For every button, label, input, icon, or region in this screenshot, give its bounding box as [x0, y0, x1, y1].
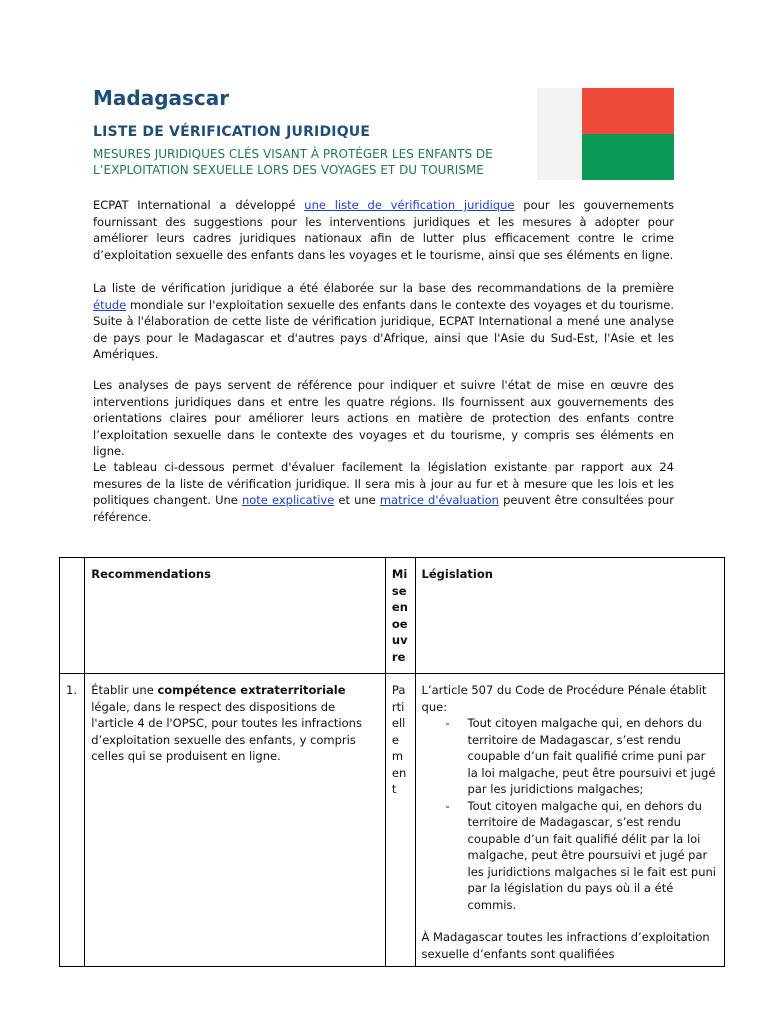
- evaluation-matrix-link[interactable]: matrice d'évaluation: [379, 493, 499, 507]
- row-legislation: [415, 674, 724, 967]
- flag-white-band: [537, 88, 582, 180]
- row-recommendation: [85, 674, 386, 967]
- header-implementation: Mise en oeuvre: [385, 558, 415, 674]
- madagascar-flag: [537, 88, 674, 180]
- study-text-end: mondiale sur l'exploitation sexuelle des enfants dans le contexte des voyages et du tourisme. Suite à l'élaboration de cette liste de vérification juridique, ECPAT International a mené une analyse de pays pour le Madagascar et d'autres pays d'Afrique, ainsi que l'Asie du Sud-Est, l'Asie et les Amériques.: [93, 297, 674, 361]
- table-row: [60, 674, 725, 967]
- page-title: Madagascar: [93, 86, 230, 110]
- table-header-row: [60, 558, 725, 674]
- explanatory-note-link[interactable]: note explicative: [241, 493, 335, 507]
- legislation-intro: L’article 507 du Code de Procédure Pénale établit que:: [421, 683, 707, 714]
- study-link[interactable]: étude: [93, 297, 127, 312]
- recommendation-keyword: compétence extraterritoriale: [157, 683, 346, 697]
- table-intro-text-2: et une: [334, 493, 380, 507]
- legislation-note: À Madagascar toutes les infractions d’exploitation sexuelle d’enfants sont qualifiées: [421, 930, 710, 961]
- document-subheading: MESURES JURIDIQUES CLÉS VISANT À PROTÉGER LES ENFANTS DE L’EXPLOITATION SEXUELLE LORS DES VOYAGES ET DU TOURISME: [93, 147, 493, 177]
- flag-red-band: [582, 88, 674, 134]
- study-paragraph: [93, 280, 674, 363]
- table-intro-paragraph: [93, 459, 674, 525]
- table-intro-text-3: peuvent être consultées pour référence.: [93, 493, 675, 524]
- legal-checklist-link[interactable]: une liste de vérification juridique: [304, 198, 515, 212]
- recommendation-text-start: Établir une: [91, 683, 158, 697]
- flag-green-band: [582, 134, 674, 180]
- header-legislation: Législation: [415, 558, 724, 674]
- analysis-paragraph: Les analyses de pays servent de référence pour indiquer et suivre l'état de mise en œuvre des interventions juridiques dans et entre les quatre régions. Ils fournissent aux gouvernements des orientations claires pour améliorer leurs actions en matière de protection des enfants contre l’exploitation sexuelle dans le contexte des voyages et du tourisme, y compris ses éléments en ligne.: [93, 378, 674, 458]
- row-number: 1.: [60, 674, 85, 967]
- intro-text-end: pour les gouvernements fournissant des suggestions pour les interventions juridiques et les mesures à adopter pour améliorer leurs cadres juridiques nationaux afin de lutter plus efficacement contre le crime d’exploitation sexuelle des enfants dans les voyages et le tourisme, ainsi que ses éléments en ligne.: [93, 198, 674, 262]
- intro-text-start: ECPAT International a développé: [93, 198, 305, 212]
- legislation-list-item: - Tout citoyen malgache qui, en dehors du territoire de Madagascar, s’est rendu coupable d’un fait qualifié crime puni par la loi malgache, peut être poursuivi et jugé par les juridictions malgaches;: [468, 715, 718, 798]
- intro-paragraph: [93, 197, 674, 263]
- study-text-start: La liste de vérification juridique a été élaborée sur la base des recommandations de la première: [93, 281, 674, 295]
- legislation-list-item: - Tout citoyen malgache qui, en dehors du territoire de Madagascar, s’est rendu coupable d’un fait qualifié délit par la loi malgache, peut être poursuivi et jugé par les juridictions malgaches si le fait est puni par la législation du pays où il a été commis.: [468, 798, 718, 914]
- row-implementation-status: Partiellement: [385, 674, 415, 967]
- recommendations-table: [59, 557, 725, 967]
- legislation-list: [422, 715, 718, 913]
- table-intro-text-1: Le tableau ci-dessous permet d'évaluer facilement la législation existante par rapport aux 24 mesures de la liste de vérification juridique. Il sera mis à jour au fur et à mesure que les lois et les politiques changent. Une: [93, 460, 674, 507]
- header-recommendations: Recommendations: [85, 558, 386, 674]
- document-subtitle: LISTE DE VÉRIFICATION JURIDIQUE: [93, 124, 371, 140]
- recommendation-text-end: légale, dans le respect des dispositions de l'article 4 de l'OPSC, pour toutes les infractions d’exploitation sexuelle des enfants, y compris celles qui se produisent en ligne.: [91, 699, 362, 763]
- header-number: [60, 558, 85, 674]
